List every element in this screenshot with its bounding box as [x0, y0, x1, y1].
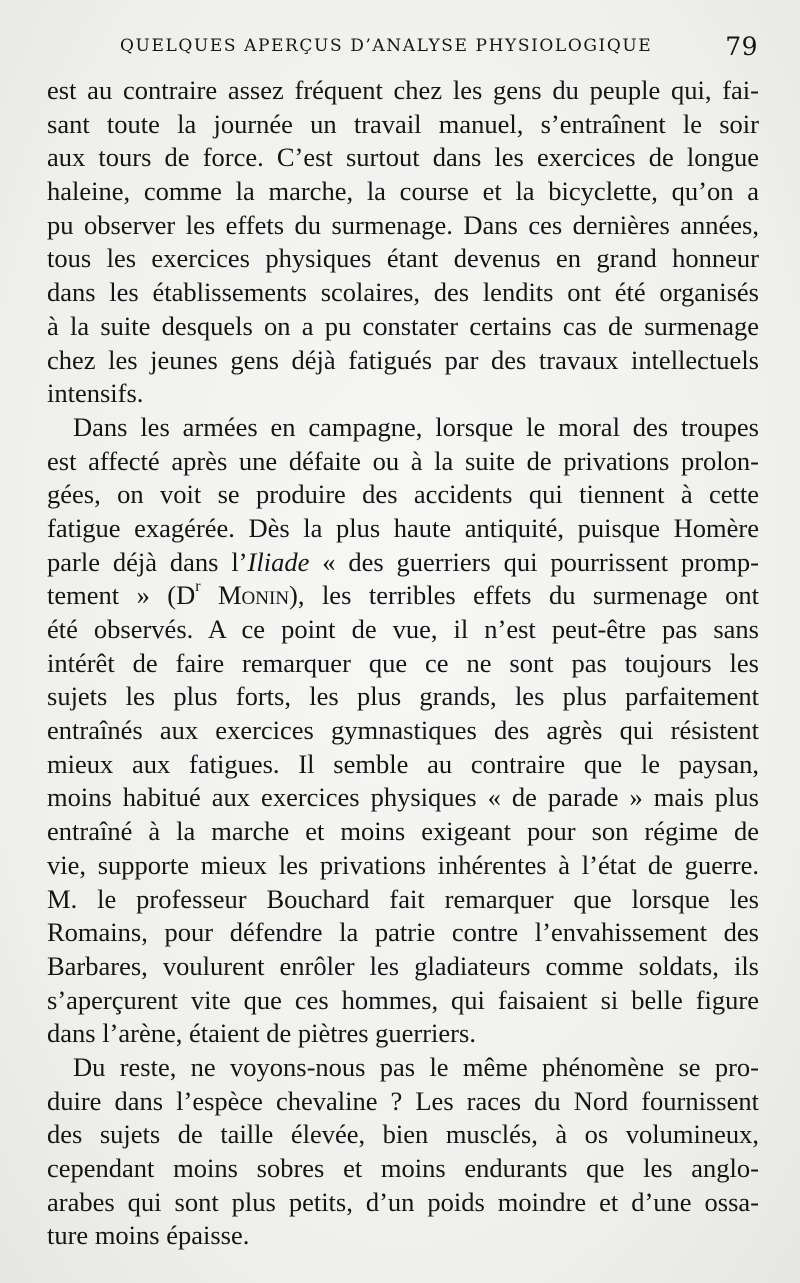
text-line: haleine, comme la marche, la course et la bicyclette, qu’on a [47, 176, 759, 207]
text-line: sant toute la journée un travail manuel, s’entraînent le soir [47, 108, 759, 139]
text-line: des sujets de taille élevée, bien musclés, à os volumineux, [47, 1119, 759, 1150]
text-line: dans les établissements scolaires, des lendits ont été organisés [47, 277, 759, 308]
text-line: cependant moins sobres et moins endurants que les anglo- [47, 1153, 759, 1183]
text-line: intérêt de faire remarquer que ce ne sont pas toujours les [47, 647, 759, 678]
text-line: Romains, pour défendre la patrie contre l’envahissement des [47, 917, 759, 948]
text-line: pu observer les effets du surmenage. Dans ces dernières années, [47, 209, 759, 240]
text-line: parle déjà dans l’Iliade « des guerriers qui pourrissent promp- [47, 546, 759, 577]
text-line: Barbares, voulurent enrôler les gladiateurs comme soldats, ils [47, 950, 759, 981]
text-line: vie, supporte mieux les privations inhérentes à l’état de guerre. [47, 849, 759, 880]
text-line: aux tours de force. C’est surtout dans les exercices de longue [47, 142, 759, 173]
body-text [47, 74, 759, 1253]
text-line: entraînés aux exercices gymnastiques des agrès qui résistent [47, 715, 759, 746]
text-line: Du reste, ne voyons-nous pas le même phénomène se pro- [73, 1051, 759, 1082]
text-line: s’aperçurent vite que ces hommes, qui faisaient si belle figure [47, 984, 759, 1015]
text-line: sujets les plus forts, les plus grands, les plus parfaitement [47, 681, 759, 712]
text-line: fatigue exagérée. Dès la plus haute antiquité, puisque Homère [47, 512, 759, 543]
text-line: duire dans l’espèce chevaline ? Les races du Nord fournissent [47, 1085, 759, 1116]
text-line: gées, on voit se produire des accidents qui tiennent à cette [47, 479, 759, 510]
text-line: moins habitué aux exercices physiques « de parade » mais plus [47, 782, 759, 813]
text-line: à la suite desquels on a pu constater certains cas de surmenage [47, 310, 759, 341]
text-line: entraîné à la marche et moins exigeant pour son régime de [47, 816, 759, 847]
text-line: dans l’arène, étaient de piètres guerriers. [47, 1018, 476, 1049]
page-header [48, 30, 758, 70]
page-number: 79 [725, 32, 758, 61]
running-title: QUELQUES APERÇUS D’ANALYSE PHYSIOLOGIQUE [120, 36, 653, 56]
text-line: chez les jeunes gens déjà fatigués par des travaux intellectuels [47, 344, 759, 375]
text-line: arabes qui sont plus petits, d’un poids moindre et d’une ossa- [47, 1186, 759, 1217]
text-line: ture moins épaisse. [47, 1220, 250, 1251]
text-line: tement » ($D^r$ Monin), les terribles effets du surmenage ont [47, 578, 759, 611]
paragraph-2 [47, 411, 759, 1051]
paragraph-1 [47, 74, 759, 411]
text-line: est affecté après une défaite ou à la suite de privations prolon- [47, 445, 759, 476]
text-line: tous les exercices physiques étant devenus en grand honneur [47, 243, 759, 274]
paragraph-3 [47, 1051, 759, 1253]
text-line: M. le professeur Bouchard fait remarquer que lorsque les [47, 883, 759, 914]
text-line: est au contraire assez fréquent chez les gens du peuple qui, fai- [47, 75, 759, 105]
text-line: mieux aux fatigues. Il semble au contraire que le paysan, [47, 748, 759, 779]
text-line: intensifs. [47, 378, 144, 409]
text-line: Dans les armées en campagne, lorsque le moral des troupes [73, 411, 759, 442]
text-line: été observés. A ce point de vue, il n’est peut-être pas sans [47, 614, 759, 644]
